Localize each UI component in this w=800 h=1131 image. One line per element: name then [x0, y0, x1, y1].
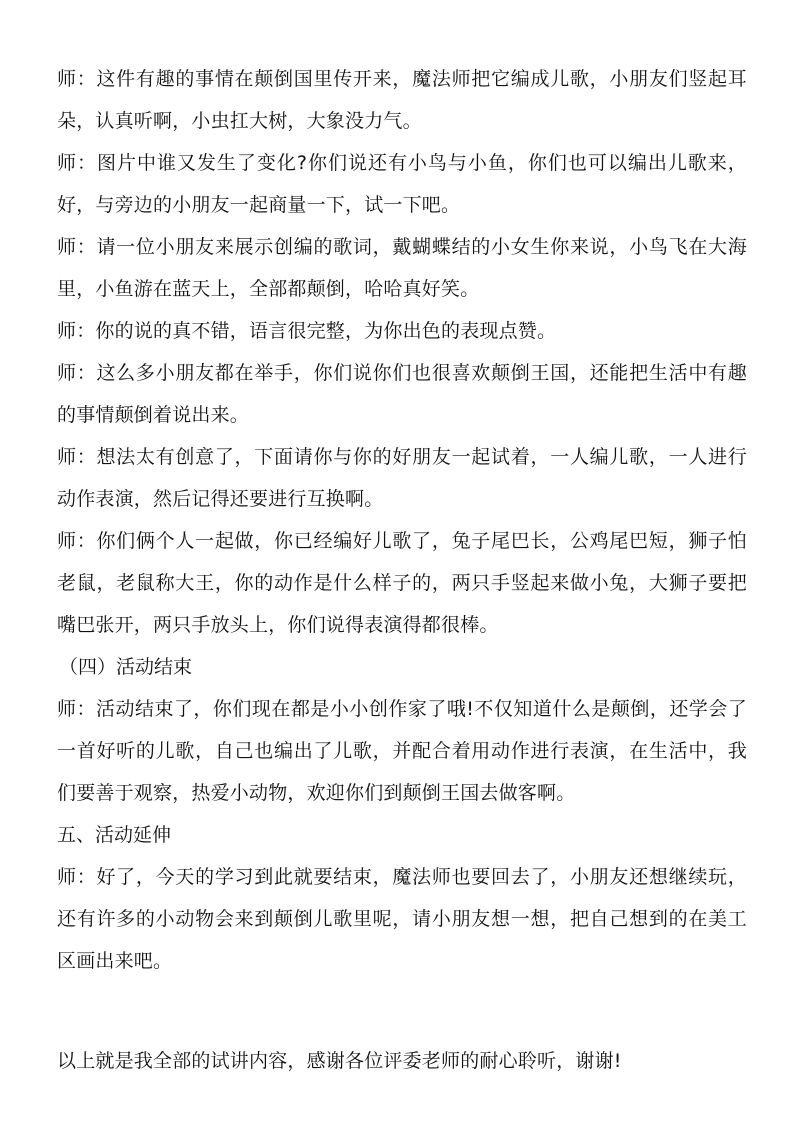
- paragraph-2: 师：图片中谁又发生了变化?你们说还有小鸟与小鱼，你们也可以编出儿歌来，好，与旁边的小朋友一起商量一下，试一下吧。: [57, 152, 747, 216]
- paragraph-5: 师：这么多小朋友都在举手，你们说你们也很喜欢颠倒王国，还能把生活中有趣的事情颠倒着说出来。: [57, 362, 747, 426]
- paragraph-4: 师：你的说的真不错，语言很完整，为你出色的表现点赞。: [57, 320, 557, 342]
- section-four-heading: （四）活动结束: [59, 656, 193, 678]
- paragraph-7: 师：你们俩个人一起做，你已经编好儿歌了，兔子尾巴长，公鸡尾巴短，狮子怕老鼠，老鼠称大王，你的动作是什么样子的，两只手竖起来做小兔，大狮子要把嘴巴张开，两只手放头上，你们说得表演得都很棒。: [57, 530, 747, 636]
- blank-spacer: [57, 982, 747, 1040]
- section-five-paragraph: 师：好了，今天的学习到此就要结束，魔法师也要回去了，小朋友还想继续玩，还有许多的小动物会来到颠倒儿歌里呢，请小朋友想一想，把自己想到的在美工区画出来吧。: [57, 866, 747, 972]
- paragraph-6: 师：想法太有创意了，下面请你与你的好朋友一起试着，一人编儿歌，一人进行动作表演，然后记得还要进行互换啊。: [57, 446, 747, 510]
- paragraph-3: 师：请一位小朋友来展示创编的歌词，戴蝴蝶结的小女生你来说，小鸟飞在大海里，小鱼游在蓝天上，全部都颠倒，哈哈真好笑。: [57, 236, 747, 300]
- section-five-heading: 五、活动延伸: [57, 824, 172, 846]
- closing-statement: 以上就是我全部的试讲内容，感谢各位评委老师的耐心聆听，谢谢!: [57, 1050, 622, 1072]
- paragraph-1: 师：这件有趣的事情在颠倒国里传开来，魔法师把它编成儿歌，小朋友们竖起耳朵，认真听啊，小虫扛大树，大象没力气。: [57, 68, 747, 132]
- document-body: [57, 58, 747, 1082]
- section-four-paragraph: 师：活动结束了，你们现在都是小小创作家了哦!不仅知道什么是颠倒，还学会了一首好听的儿歌，自己也编出了儿歌，并配合着用动作进行表演，在生活中，我们要善于观察，热爱小动物，欢迎你们到颠倒王国去做客啊。: [57, 698, 747, 804]
